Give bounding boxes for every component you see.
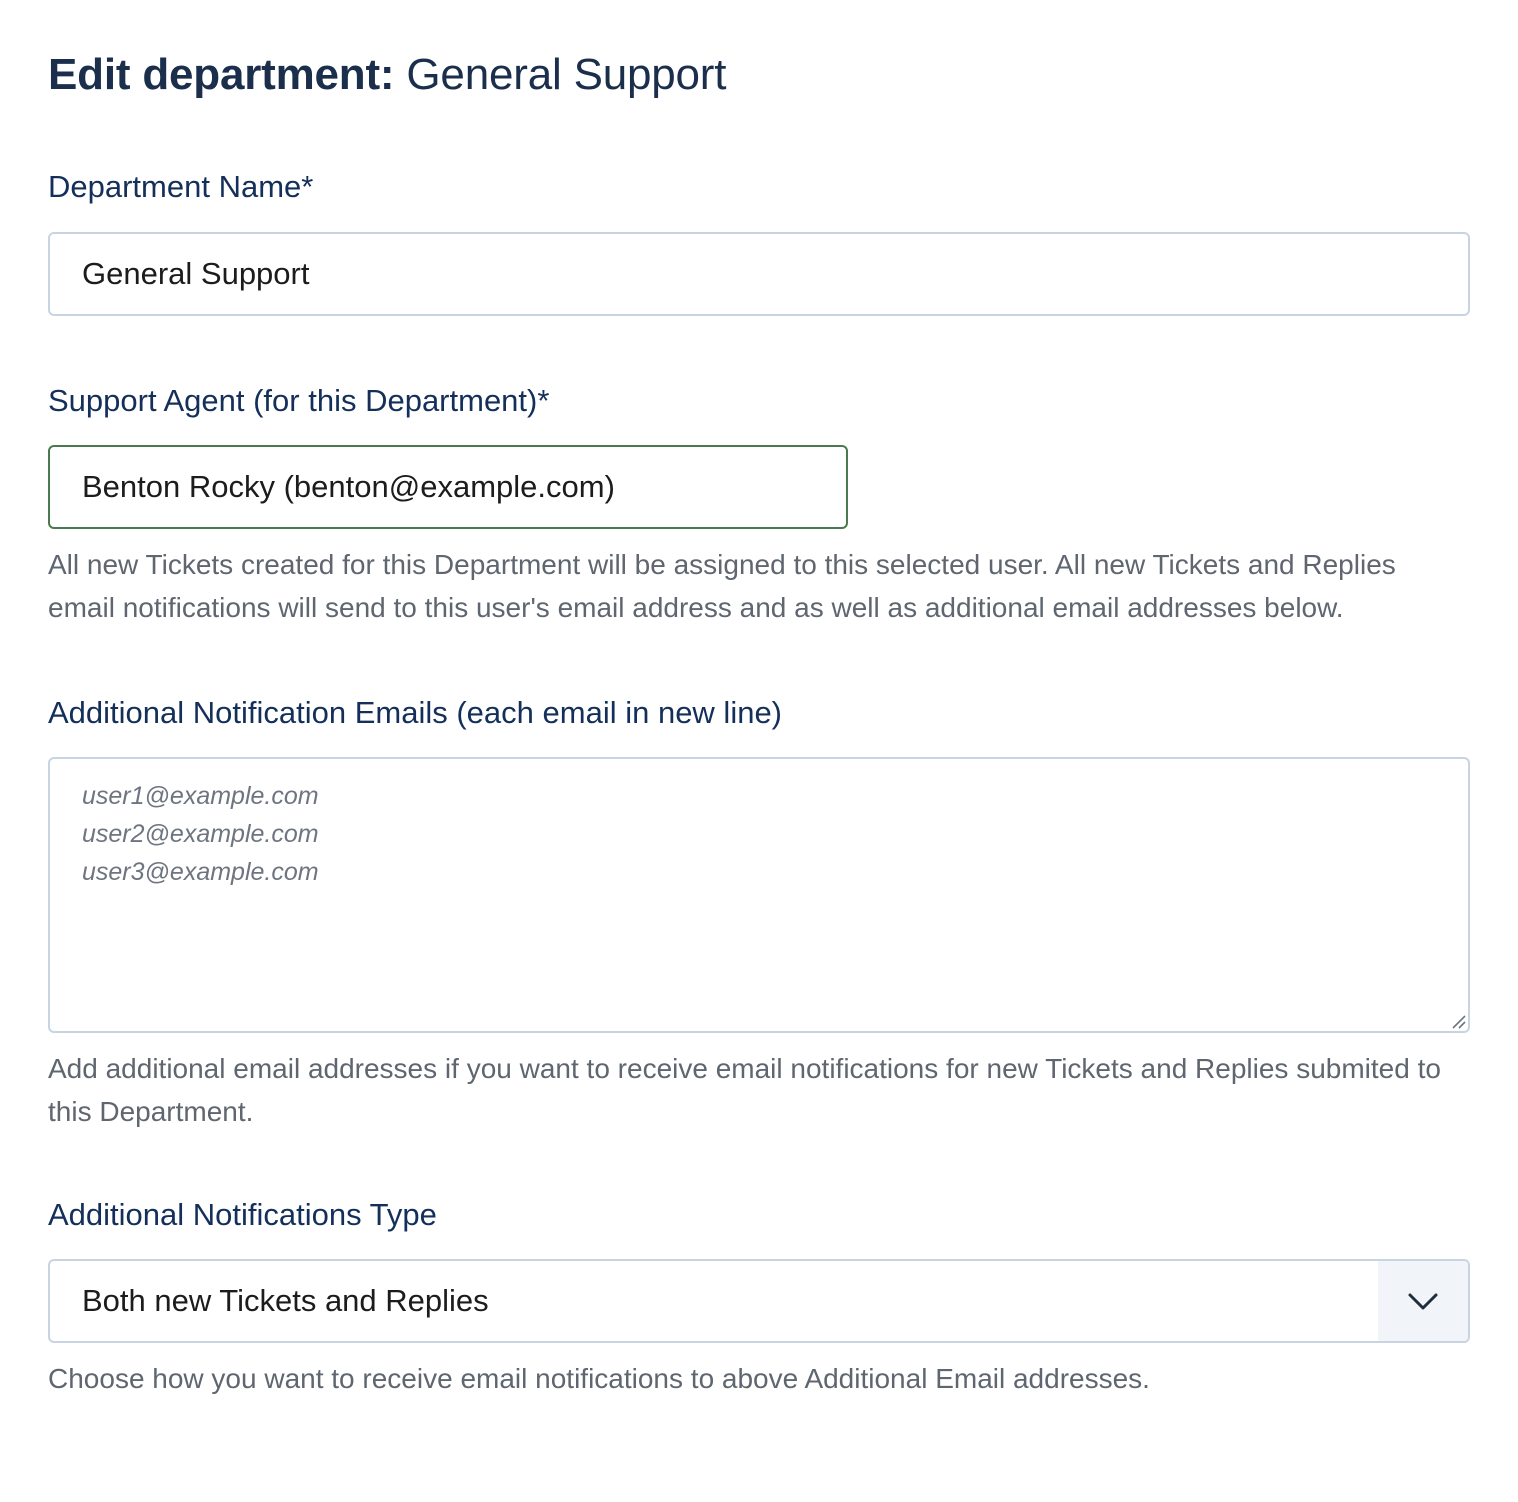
department-name-value: General Support: [82, 256, 310, 291]
additional-emails-field: [48, 694, 1470, 1133]
select-toggle[interactable]: [1378, 1261, 1468, 1341]
notifications-type-value: Both new Tickets and Replies: [82, 1283, 489, 1318]
support-agent-label: Support Agent (for this Department)*: [48, 383, 550, 418]
support-agent-input[interactable]: [48, 445, 848, 529]
placeholder-line: user3@example.com: [82, 858, 319, 886]
notifications-type-select[interactable]: [48, 1259, 1470, 1343]
additional-emails-textarea[interactable]: [48, 757, 1470, 1033]
page-title-department-name: General Support: [406, 50, 727, 99]
placeholder-line: user1@example.com: [82, 782, 319, 810]
placeholder-line: user2@example.com: [82, 820, 319, 848]
department-name-input[interactable]: [48, 232, 1470, 316]
notifications-type-help: Choose how you want to receive email notifications to above Additional Email addresses.: [48, 1363, 1150, 1394]
page-title: [48, 48, 1470, 102]
additional-emails-label: Additional Notification Emails (each email in new line): [48, 695, 783, 730]
support-agent-help: All new Tickets created for this Department will be assigned to this selected user. All new Tickets and Replies email notifications will send to this user's email address and as well as additional email addresses below.: [48, 549, 1396, 623]
department-name-label: Department Name*: [48, 169, 314, 204]
support-agent-value: Benton Rocky (benton@example.com): [82, 469, 615, 504]
support-agent-field: [48, 382, 1470, 629]
chevron-down-icon: [1407, 1291, 1439, 1311]
department-name-field: [48, 168, 1470, 316]
notifications-type-label: Additional Notifications Type: [48, 1197, 437, 1232]
page-title-prefix: Edit department:: [48, 50, 395, 99]
notifications-type-field: [48, 1196, 1470, 1400]
additional-emails-help: Add additional email addresses if you want to receive email notifications for new Tickets and Replies submited to this Department.: [48, 1053, 1441, 1127]
resize-handle-icon[interactable]: [1450, 1013, 1466, 1029]
